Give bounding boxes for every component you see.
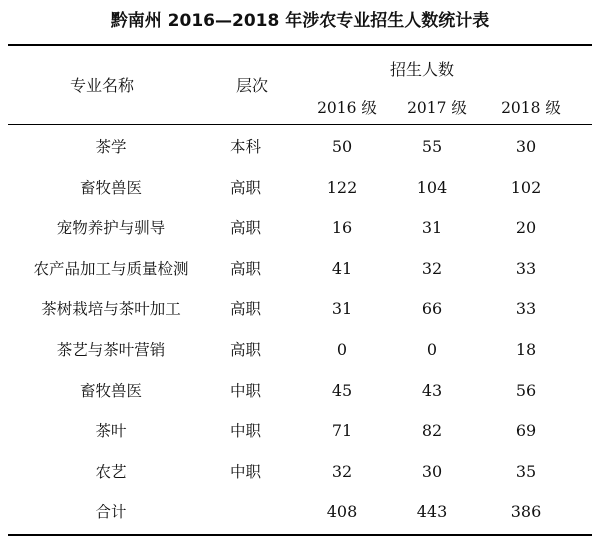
bottom-rule — [8, 534, 592, 536]
cell-2018: 69 — [515, 421, 537, 441]
cell-2016: 45 — [331, 380, 353, 400]
header-year-2018: 2018 级 — [501, 99, 561, 117]
cell-2016: 0 — [336, 340, 348, 359]
table-row — [8, 249, 592, 289]
cell-2018: 30 — [515, 137, 537, 156]
cell-2017: 32 — [421, 258, 443, 278]
cell-level: 中职 — [230, 381, 262, 400]
header-enrollment-group: 招生人数 — [390, 60, 455, 79]
cell-level: 高职 — [230, 341, 262, 359]
cell-level: 高职 — [230, 300, 262, 319]
header-year-2017: 2017 级 — [407, 99, 467, 117]
cell-name: 畜牧兽医 — [79, 178, 142, 197]
table-row — [8, 492, 592, 532]
table-row — [8, 168, 592, 208]
cell-2018: 102 — [510, 177, 542, 197]
cell-2018: 35 — [515, 461, 537, 481]
cell-name: 宠物养护与驯导 — [56, 219, 166, 238]
cell-level: 中职 — [230, 462, 262, 481]
cell-level: 高职 — [230, 259, 262, 278]
cell-2016: 122 — [326, 177, 358, 197]
header-level: 层次 — [236, 76, 269, 95]
cell-name: 茶叶 — [95, 422, 127, 441]
cell-level: 高职 — [230, 178, 262, 197]
cell-level: 中职 — [230, 422, 262, 441]
cell-2018: 33 — [515, 299, 537, 319]
cell-level: 本科 — [230, 138, 262, 156]
cell-2017: 104 — [416, 177, 448, 197]
cell-2016: 32 — [331, 461, 353, 481]
cell-2016: 31 — [331, 299, 353, 319]
cell-name: 茶树栽培与茶叶加工 — [41, 300, 181, 319]
table-title: 黔南州 2016—2018 年涉农专业招生人数统计表 — [110, 11, 490, 31]
cell-2017: 82 — [421, 421, 443, 441]
cell-2017: 55 — [421, 137, 443, 156]
top-rule — [8, 44, 592, 46]
cell-2016: 71 — [331, 421, 353, 441]
table-row — [8, 208, 592, 248]
cell-name: 茶学 — [95, 138, 127, 156]
cell-2017: 43 — [421, 380, 443, 400]
cell-2018: 20 — [515, 218, 537, 238]
table-row — [8, 452, 592, 492]
cell-2016: 16 — [331, 218, 353, 238]
table-row — [8, 289, 592, 329]
table-row — [8, 371, 592, 411]
header-rule — [8, 124, 592, 125]
table-row — [8, 330, 592, 370]
cell-2017: 0 — [426, 340, 438, 359]
cell-name: 茶艺与茶叶营销 — [56, 341, 166, 359]
cell-level: 高职 — [230, 219, 262, 238]
cell-2017: 31 — [421, 218, 443, 238]
cell-2016: 41 — [331, 258, 353, 278]
cell-2018: 56 — [515, 380, 537, 400]
cell-2018: 18 — [515, 340, 537, 359]
cell-name: 农艺 — [95, 462, 127, 481]
table-row — [8, 127, 592, 167]
cell-2016: 408 — [326, 502, 358, 522]
table-row — [8, 411, 592, 451]
cell-2017: 30 — [421, 461, 443, 481]
cell-name: 农产品加工与质量检测 — [33, 259, 189, 278]
cell-2018: 33 — [515, 258, 537, 278]
cell-name: 畜牧兽医 — [79, 381, 142, 400]
cell-2016: 50 — [331, 137, 353, 156]
header-year-2016: 2016 级 — [317, 99, 377, 117]
cell-name: 合计 — [95, 503, 127, 522]
cell-2017: 66 — [421, 299, 443, 319]
cell-2017: 443 — [416, 502, 448, 522]
cell-2018: 386 — [510, 502, 542, 522]
header-name: 专业名称 — [70, 76, 135, 95]
